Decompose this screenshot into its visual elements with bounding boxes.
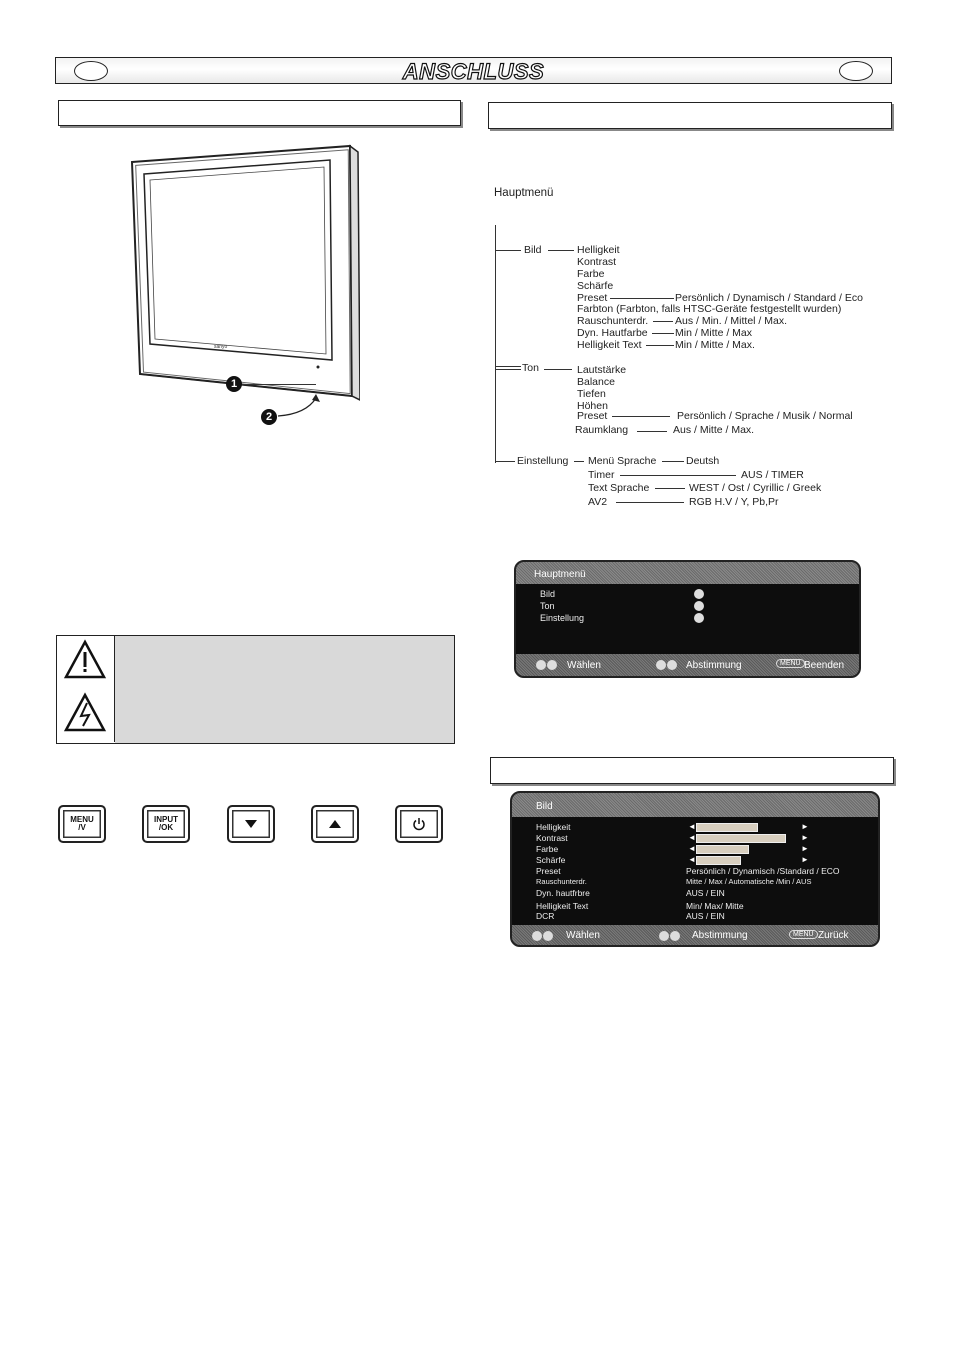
- osd-main-title: Hauptmenü: [534, 569, 586, 580]
- tree-bild-preset-opts: Persönlich / Dynamisch / Standard / Eco: [675, 292, 863, 304]
- tree-bild-item: Rauschunterdr.: [577, 315, 649, 327]
- arrow-right-icon: [694, 589, 704, 599]
- osd-main-foot-select: Wählen: [567, 660, 601, 671]
- tree-ton-item: Preset: [577, 410, 608, 422]
- osd-bild-title-bar: [512, 793, 878, 817]
- left-arrow-icon: ◄: [688, 844, 696, 853]
- osd-bild-text-value[interactable]: AUS / EIN: [686, 911, 725, 921]
- section-header: [55, 57, 892, 84]
- tree-root: Hauptmenü: [494, 187, 554, 199]
- tree-ton-raum: Raumklang: [575, 424, 629, 436]
- slider-helligkeit[interactable]: [696, 823, 808, 832]
- tree-bild: Bild: [524, 244, 542, 256]
- down-arrow-icon: [547, 660, 557, 670]
- osd-main-item-einstellung[interactable]: Einstellung: [540, 613, 585, 623]
- osd-bild-text-label: Preset: [536, 866, 561, 876]
- power-button[interactable]: [395, 805, 443, 843]
- osd-bild-row-label: Helligkeit: [536, 822, 571, 832]
- menu-key-icon: MENU: [776, 659, 805, 668]
- osd-bild-text-value[interactable]: AUS / EIN: [686, 888, 725, 898]
- tree-einst-text-opts: WEST / Ost / Cyrillic / Greek: [689, 482, 822, 494]
- right-arrow-icon: ►: [801, 822, 809, 831]
- right-arrow-icon: [670, 931, 680, 941]
- osd-bild-title: Bild: [536, 801, 553, 812]
- osd-main-footer: [516, 654, 859, 676]
- osd-bild-foot-select: Wählen: [566, 930, 600, 941]
- right-section-box: [488, 102, 892, 129]
- left-arrow-icon: [656, 660, 666, 670]
- tree-einst-text: Text Sprache: [588, 482, 650, 494]
- left-arrow-icon: ◄: [688, 855, 696, 864]
- input-button-label: INPUT /OK: [154, 815, 178, 832]
- slider-schaerfe[interactable]: [696, 856, 808, 865]
- osd-bild-footer: [512, 925, 878, 945]
- osd-bild-text-label: Helligkeit Text: [536, 901, 589, 911]
- up-arrow-icon: [536, 660, 546, 670]
- header-oval-right: [839, 61, 873, 81]
- tree-bild-item: Kontrast: [577, 256, 617, 268]
- tree-bild-item: Preset: [577, 292, 608, 304]
- bild-section-box: [490, 757, 894, 784]
- tree-ton-item: Lautstärke: [577, 364, 627, 376]
- tree-bild-item: Helligkeit Text: [577, 339, 642, 351]
- callout-2-arrow: [276, 392, 326, 422]
- arrow-right-icon: [694, 613, 704, 623]
- tree-bild-item: Dyn. Hautfarbe: [577, 327, 648, 339]
- osd-main-item-ton[interactable]: Ton: [540, 601, 555, 611]
- tree-bild-item: Farbe: [577, 268, 605, 280]
- tree-einst-menu-opt: Deutsh: [686, 455, 720, 467]
- callout-1: 1: [226, 376, 242, 392]
- tree-trunk: [495, 225, 496, 463]
- tree-ton: Ton: [522, 362, 539, 374]
- right-arrow-icon: ►: [801, 833, 809, 842]
- tree-einst-av2: AV2: [588, 496, 608, 508]
- warning-icons: [57, 636, 115, 742]
- down-button[interactable]: [227, 805, 275, 843]
- warning-icon: [57, 636, 114, 742]
- left-arrow-icon: ◄: [688, 822, 696, 831]
- power-icon: [412, 817, 426, 831]
- slider-kontrast[interactable]: [696, 834, 808, 843]
- osd-bild-foot-adjust: Abstimmung: [692, 930, 748, 941]
- osd-main-title-bar: [516, 562, 859, 584]
- menu-button-label: MENU /V: [70, 815, 94, 832]
- osd-bild-row-label: Kontrast: [536, 833, 568, 843]
- triangle-down-icon: [244, 819, 258, 829]
- slider-farbe[interactable]: [696, 845, 808, 854]
- warning-text-area: [115, 636, 454, 743]
- tree-ton-raum-opts: Aus / Mitte / Max.: [673, 424, 755, 436]
- osd-bild-body: [512, 817, 878, 925]
- right-arrow-icon: ►: [801, 855, 809, 864]
- callout-1-line: [242, 384, 316, 385]
- svg-text:sanyo: sanyo: [214, 344, 228, 350]
- tree-einst: Einstellung: [517, 455, 569, 467]
- warning-box: [56, 635, 455, 744]
- arrow-right-icon: [694, 601, 704, 611]
- osd-bild-text-label: Dyn. hautfrbre: [536, 888, 590, 898]
- input-ok-button[interactable]: [142, 805, 190, 843]
- osd-bild-text-label: Rauschunterdr.: [536, 877, 587, 886]
- down-arrow-icon: [543, 931, 553, 941]
- osd-bild-text-label: DCR: [536, 911, 555, 921]
- osd-bild-foot-back: Zurück: [818, 930, 849, 941]
- tree-bild-item: Farbton (Farbton, falls HTSC-Geräte festgestellt wurden): [577, 303, 842, 315]
- menu-key-icon: MENU: [789, 930, 818, 939]
- tree-ton-item: Höhen: [577, 400, 608, 412]
- left-arrow-icon: ◄: [688, 833, 696, 842]
- triangle-up-icon: [328, 819, 342, 829]
- right-arrow-icon: [667, 660, 677, 670]
- page-title: ANSCHLUSS: [402, 59, 545, 84]
- tree-ton-preset-opts: Persönlich / Sprache / Musik / Normal: [677, 410, 853, 422]
- callout-2: 2: [261, 409, 277, 425]
- osd-bild-row-label: Schärfe: [536, 855, 566, 865]
- tree-bild-item: Schärfe: [577, 280, 614, 292]
- tree-einst-menu: Menü Sprache: [588, 455, 657, 467]
- osd-bild-text-value[interactable]: Mitte / Max / Automatische /Min / AUS: [686, 877, 812, 886]
- tree-bild-rausch-opts: Aus / Min. / Mittel / Max.: [675, 315, 788, 327]
- osd-main-body: [516, 584, 859, 654]
- up-arrow-icon: [532, 931, 542, 941]
- up-button[interactable]: [311, 805, 359, 843]
- tree-einst-av2-opts: RGB H.V / Y, Pb,Pr: [689, 496, 779, 508]
- osd-main-foot-adjust: Abstimmung: [686, 660, 742, 671]
- tree-bild-hell-opts: Min / Mitte / Max.: [675, 339, 755, 351]
- tree-bild-dyn-opts: Min / Mitte / Max: [675, 327, 753, 339]
- tree-ton-item: Balance: [577, 376, 615, 388]
- left-arrow-icon: [659, 931, 669, 941]
- tree-einst-timer: Timer: [588, 469, 615, 481]
- menu-button[interactable]: [58, 805, 106, 843]
- osd-main-foot-exit: Beenden: [804, 660, 845, 671]
- osd-main-menu: [514, 560, 861, 678]
- tree-bild-item: Helligkeit: [577, 244, 620, 256]
- tree-ton-item: Tiefen: [577, 388, 606, 400]
- osd-main-item-bild[interactable]: Bild: [540, 589, 556, 599]
- osd-bild-menu: [510, 791, 880, 947]
- osd-bild-text-value[interactable]: Persönlich / Dynamisch /Standard / ECO: [686, 866, 840, 876]
- osd-bild-row-label: Farbe: [536, 844, 559, 854]
- tree-einst-timer-opts: AUS / TIMER: [741, 469, 804, 481]
- osd-bild-text-value[interactable]: Min/ Max/ Mitte: [686, 901, 744, 911]
- left-section-box: [58, 100, 461, 126]
- right-arrow-icon: ►: [801, 844, 809, 853]
